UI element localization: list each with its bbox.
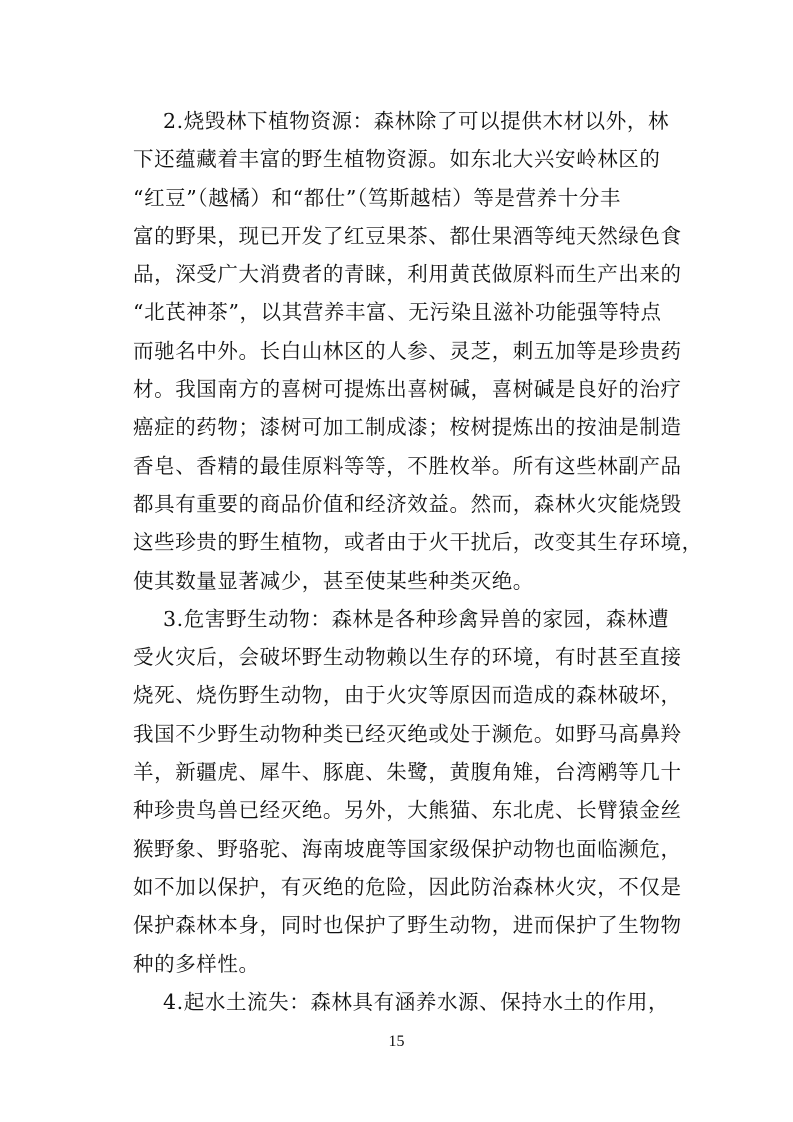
text-line: 我国不少野生动物种类已经灭绝或处于濒危。如野马高鼻羚	[133, 721, 682, 746]
text-line: 这些珍贵的野生植物，或者由于火干扰后，改变其生存环境，	[133, 530, 703, 555]
paragraph-first-line: 3.危害野生动物：森林是各种珍禽异兽的家园，森林遭	[163, 606, 670, 631]
text-line: 种的多样性。	[133, 951, 260, 976]
text-line: 使其数量显著减少，甚至使某些种类灭绝。	[133, 568, 534, 593]
text-line: 而驰名中外。长白山林区的人参、灵芝，刺五加等是珍贵药	[133, 338, 682, 363]
text-line: 种珍贵鸟兽已经灭绝。另外，大熊猫、东北虎、长臂猿金丝	[133, 798, 682, 823]
paragraph-first-line: 2.烧毁林下植物资源：森林除了可以提供木材以外，林	[163, 109, 670, 133]
text-line: “红豆”（越橘）和“都仕”（笃斯越桔）等是营养十分丰	[133, 185, 622, 210]
text-line: 烧死、烧伤野生动物，由于火灾等原因而造成的森林破坏，	[133, 683, 682, 708]
page-number: 15	[388, 1033, 405, 1050]
text-line: 癌症的药物；漆树可加工制成漆；桉树提炼出的按油是制造	[133, 415, 682, 440]
text-line: 羊，新疆虎、犀牛、豚鹿、朱鹭，黄腹角雉，台湾鹇等几十	[133, 760, 682, 785]
text-line: 材。我国南方的喜树可提炼出喜树碱，喜树碱是良好的治疗	[133, 377, 682, 402]
text-line: 下还蕴藏着丰富的野生植物资源。如东北大兴安岭林区的	[133, 147, 661, 172]
text-line: “北芪神茶”，以其营养丰富、无污染且滋补功能强等特点	[133, 300, 662, 325]
text-line: 保护森林本身，同时也保护了野生动物，进而保护了生物物	[133, 913, 682, 938]
paragraph-first-line: 4.起水土流失：森林具有涵养水源、保持水土的作用，	[163, 989, 670, 1014]
body-text	[133, 102, 703, 1021]
text-line: 如不加以保护，有灭绝的危险，因此防治森林火灾，不仅是	[133, 874, 682, 899]
text-line: 都具有重要的商品价值和经济效益。然而，森林火灾能烧毁	[133, 491, 682, 516]
text-line: 香皂、香精的最佳原料等等，不胜枚举。所有这些林副产品	[133, 453, 682, 478]
text-line: 受火灾后，会破坏野生动物赖以生存的环境，有时甚至直接	[133, 645, 682, 670]
text-line: 猴野象、野骆驼、海南坡鹿等国家级保护动物也面临濒危，	[133, 836, 682, 861]
text-line: 富的野果，现已开发了红豆果茶、都仕果酒等纯天然绿色食	[133, 223, 682, 248]
text-line: 品，深受广大消费者的青睐，利用黄芪做原料而生产出来的	[133, 262, 682, 287]
